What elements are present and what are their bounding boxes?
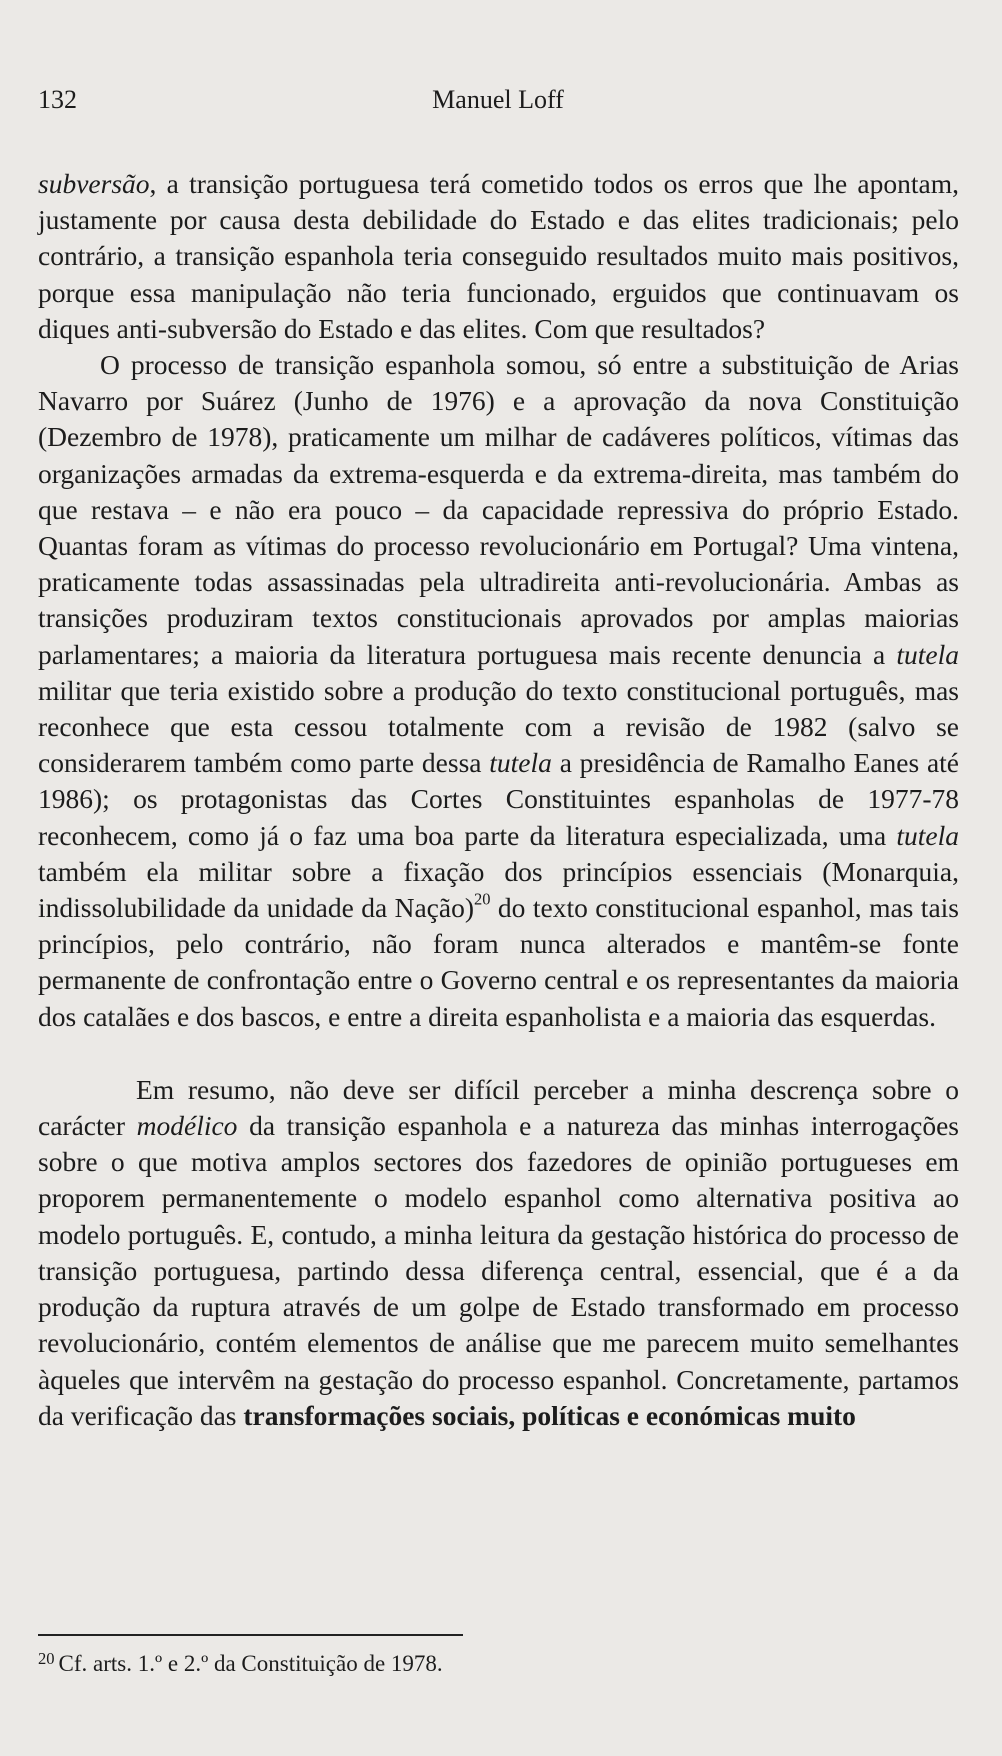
italic-term: tutela xyxy=(896,819,959,851)
text-run: do texto constitucional espanhol, mas tais princípios, pelo contrário, não foram nunca alterados e mantêm-se fonte permanente de confrontação entre o Governo central e os representantes da maioria dos catalães e dos bascos, e entre a direita espanholista e a maioria das esquerdas. xyxy=(38,892,959,1032)
italic-term: subversão xyxy=(38,168,150,199)
text-run: Em resumo, não deve ser difícil perceber a minha descrença sobre o carácter xyxy=(38,1073,959,1142)
paragraph-1 xyxy=(38,166,959,347)
paragraph-3 xyxy=(38,1072,959,1434)
text-run: militar que teria existido sobre a produção do texto constitucional português, mas reconhece que esta cessou totalmente com a revisão de 1982 (salvo se considerarem também como parte dessa xyxy=(38,674,959,779)
paragraph-2 xyxy=(38,347,959,1035)
body-text xyxy=(38,166,959,1434)
italic-term: modélico xyxy=(136,1110,238,1142)
page-number: 132 xyxy=(38,85,77,114)
footnote xyxy=(38,1650,938,1678)
italic-term: tutela xyxy=(896,638,959,670)
text-run: O processo de transição espanhola somou, só entre a substituição de Arias Navarro por Suárez (Junho de 1976) e a aprovação da nova Constituição (Dezembro de 1978), praticamente um milhar de cadáveres políticos, vítimas das organizações armadas da extrema-esquerda e da extrema-direita, mas também do que restava – e não era pouco – da capacidade repressiva do próprio Estado. Quantas foram as vítimas do processo revolucionário em Portugal? Uma vintena, praticamente todas assassinadas pela ultradireita anti-revolucionária. Ambas as transições produziram textos constitucionais aprovados por amplas maiorias parlamentares; a maioria da literatura portuguesa mais recente denuncia a xyxy=(38,349,959,670)
bold-phrase: transformações sociais, políticas e económicas muito xyxy=(243,1399,856,1431)
footnote-reference: 20 xyxy=(474,889,491,909)
text-run: a presidência de Ramalho Eanes até 1986); os protagonistas das Cortes Constituintes espanholas de 1977-78 reconhecem, como já o faz uma boa parte da literatura especializada, uma xyxy=(38,747,960,851)
footnote-text: Cf. arts. 1.º e 2.º da Constituição de 1978. xyxy=(58,1651,443,1676)
running-head: Manuel Loff xyxy=(432,85,564,114)
text-run: também ela militar sobre a fixação dos princípios essenciais (Monarquia, indissolubilidade da unidade da Nação) xyxy=(38,855,959,924)
page-header xyxy=(38,85,958,125)
text-run: da transição espanhola e a natureza das minhas interrogações sobre o que motiva amplos sectores dos fazedores de opinião portugueses em proporem permanentemente o modelo espanhol como alternativa positiva ao modelo português. E, contudo, a minha leitura da gestação histórica do processo de transição portuguesa, partindo dessa diferença central, essencial, que é a da produção da ruptura através de um golpe de Estado transformado em processo revolucionário, contém elementos de análise que me parecem muito semelhantes àqueles que intervêm na gestação do processo espanhol. Concretamente, partamos da verificação das xyxy=(38,1110,959,1431)
italic-term: tutela xyxy=(489,747,552,779)
paragraph-gap xyxy=(38,1035,959,1072)
footnote-marker: 20 xyxy=(38,1648,55,1668)
footnote-separator xyxy=(38,1634,463,1636)
text-run: , a transição portuguesa terá cometido todos os erros que lhe apontam, justamente por causa desta debilidade do Estado e das elites tradicionais; pelo contrário, a transição espanhola teria conseguido resultados muito mais positivos, porque essa manipulação não teria funcionado, erguidos que continuavam os diques anti-subversão do Estado e das elites. Com que resultados? xyxy=(38,168,959,344)
